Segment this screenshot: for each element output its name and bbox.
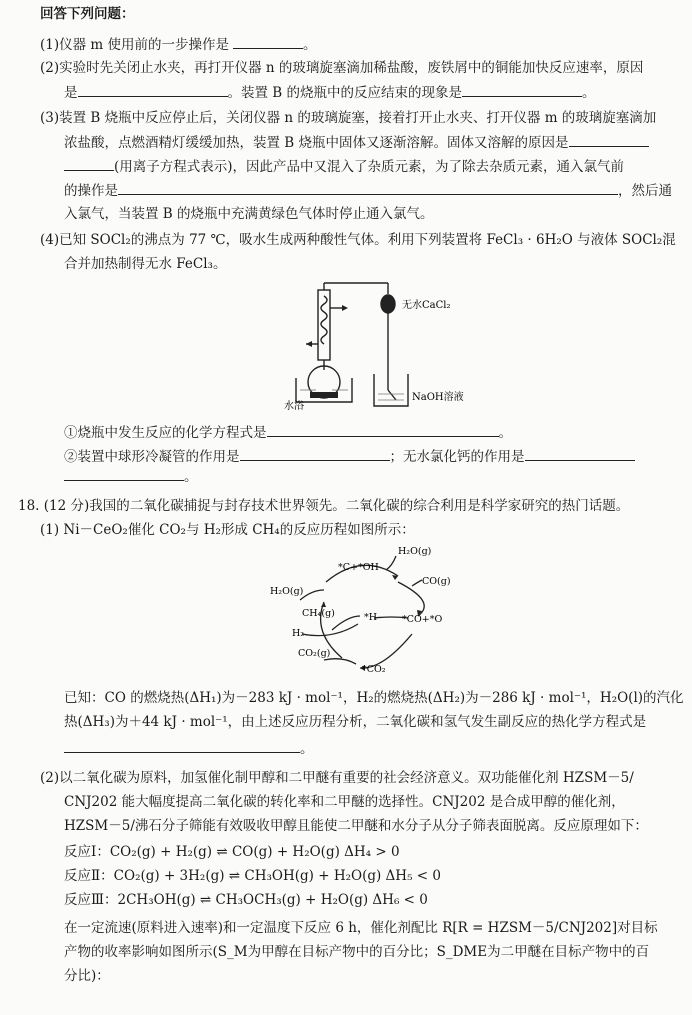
answer-blank[interactable]	[118, 180, 618, 195]
question-1: (1)仪器 m 使用前的一步操作是 。	[40, 34, 317, 55]
answer-blank[interactable]	[64, 738, 300, 753]
label-co2-gas: CO₂(g)	[298, 648, 331, 659]
part-2-line-1: (2)以二氧化碳为原料，加氢催化制甲醇和二甲醚有重要的社会经济意义。双功能催化剂 HZSM－5/	[40, 770, 634, 786]
question-2-line-2: 是 。装置 B 的烧瓶中的反应结束的现象是 。	[64, 82, 596, 103]
question-2-line-1: (2)实验时先关闭止水夹，再打开仪器 n 的玻璃旋塞滴加稀盐酸，废铁屑中的铜能加快反应速率，原因	[40, 60, 644, 76]
answer-blank[interactable]	[569, 132, 649, 147]
part-2-desc-3: 分比)：	[64, 968, 110, 984]
known-line-1: 已知：CO 的燃烧热(ΔH₁)为－283 kJ · mol⁻¹，H₂的燃烧热(ΔH₂)为－286 kJ · mol⁻¹，H₂O(l)的汽化	[64, 690, 684, 706]
answer-blank[interactable]	[267, 422, 499, 437]
answer-blank[interactable]	[240, 446, 390, 461]
label-h2o-left: H₂O(g)	[270, 586, 304, 597]
part-2-desc-2: 产物的收率影响如图所示(S_M为甲醇在目标产物中的百分比；S_DME为二甲醚在目标产物中的百	[64, 944, 650, 960]
label-co2: *CO₂	[362, 664, 386, 675]
question-3-line-3: (用离子方程式表示)，因此产品中又混入了杂质元素，为了除去杂质元素，通入氯气前	[64, 156, 624, 177]
part-2-line-2: CNJ202 能大幅度提高二氧化碳的转化率和二甲醚的选择性。CNJ202 是合成甲醇的催化剂，	[64, 794, 625, 810]
answer-blank[interactable]	[64, 466, 184, 481]
known-line-3: 。	[64, 738, 314, 759]
question-18-title: 18. (12 分)我国的二氧化碳捕捉与封存技术世界领先。二氧化碳的综合利用是科学家研究的热门话题。	[18, 498, 630, 514]
reaction-3: 反应Ⅲ：2CH₃OH(g) ⇌ CH₃OCH₃(g) + H₂O(g) ΔH₆ < 0	[64, 892, 428, 908]
label-naoh: NaOH溶液	[412, 392, 464, 403]
question-3-line-5: 入氯气，当装置 B 的烧瓶中充满黄绿色气体时停止通入氯气。	[64, 206, 434, 222]
reaction-cycle-diagram	[262, 542, 462, 680]
label-h2: H₂	[292, 628, 305, 639]
question-4-line-1: (4)已知 SOCl₂的沸点为 77 ℃，吸水生成两种酸性气体。利用下列装置将 FeCl₃ · 6H₂O 与液体 SOCl₂混	[40, 232, 676, 248]
label-h: *H	[364, 612, 378, 623]
label-c-oh: *C+*OH	[338, 562, 379, 573]
question-3-line-1: (3)装置 B 烧瓶中反应停止后，关闭仪器 n 的玻璃旋塞，接着打开止水夹、打开仪器 m 的玻璃旋塞滴加	[40, 110, 657, 126]
question-18-part-1: (1) Ni－CeO₂催化 CO₂与 H₂形成 CH₄的反应历程如图所示：	[40, 522, 415, 538]
reaction-2: 反应Ⅱ：CO₂(g) + 3H₂(g) ⇌ CH₃OH(g) + H₂O(g) ΔH₅ < 0	[64, 868, 441, 884]
label-h2o-top: H₂O(g)	[398, 546, 432, 557]
reaction-1: 反应Ⅰ：CO₂(g) + H₂(g) ⇌ CO(g) + H₂O(g) ΔH₄ > 0	[64, 844, 400, 860]
question-4-sub-2: ②装置中球形冷凝管的作用是 ；无水氯化钙的作用是	[64, 446, 635, 467]
question-4-sub-1: ①烧瓶中发生反应的化学方程式是 。	[64, 422, 512, 443]
answer-blank[interactable]	[78, 82, 228, 97]
label-co-o: *CO+*O	[402, 614, 443, 625]
part-2-desc-1: 在一定流速(原料进入速率)和一定温度下反应 6 h，催化剂配比 R[R = HZSM－5/CNJ202]对目标	[64, 920, 658, 936]
apparatus-diagram	[270, 278, 490, 418]
known-line-2: 热(ΔH₃)为＋44 kJ · mol⁻¹，由上述反应历程分析，二氧化碳和氢气发生副反应的热化学方程式是	[64, 714, 647, 730]
question-3-line-4: 的操作是 ，然后通	[64, 180, 672, 201]
part-2-line-3: HZSM－5/沸石分子筛能有效吸收甲醇且能使二甲醚和水分子从分子筛表面脱离。反应原理如下：	[64, 818, 648, 834]
answer-blank[interactable]	[462, 82, 582, 97]
label-ch4: CH₄(g)	[302, 608, 335, 619]
section-header: 回答下列问题：	[40, 6, 135, 22]
question-4-line-2: 合并加热制得无水 FeCl₃。	[64, 256, 227, 272]
label-cacl2: 无水CaCl₂	[402, 300, 451, 311]
answer-blank[interactable]	[64, 156, 114, 171]
question-1-text: (1)仪器 m 使用前的一步操作是	[40, 37, 230, 53]
answer-blank[interactable]	[233, 34, 303, 49]
label-water-bath: 水浴	[284, 401, 304, 412]
answer-blank[interactable]	[525, 446, 635, 461]
question-4-sub-2-end: 。	[64, 466, 198, 487]
label-co-gas: CO(g)	[422, 576, 451, 587]
question-3-line-2: 浓盐酸，点燃酒精灯缓缓加热，装置 B 烧瓶中固体又逐渐溶解。固体又溶解的原因是	[64, 132, 649, 153]
